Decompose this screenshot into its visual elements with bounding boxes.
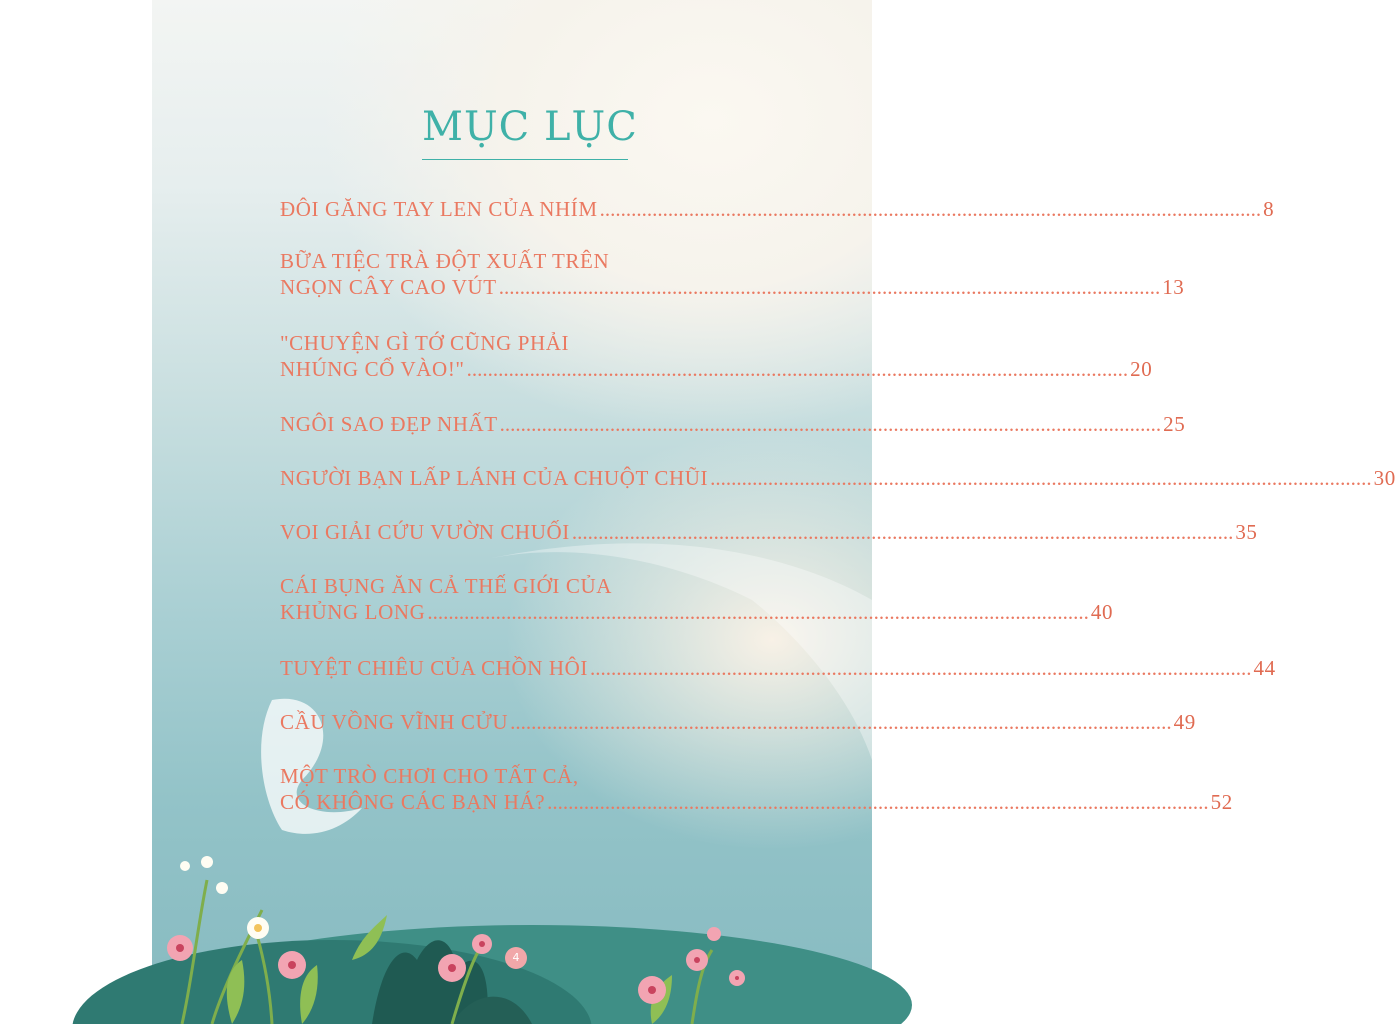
dot-leader: .............................................................................................................................. <box>590 656 1252 680</box>
toc-page-number: 25 <box>1163 412 1186 436</box>
dot-leader: .............................................................................................................................. <box>571 520 1234 544</box>
toc-entry[interactable] <box>280 411 1186 437</box>
toc-entry-title: MỘT TRÒ CHƠI CHO TẤT CẢ, <box>280 764 579 788</box>
toc-entry[interactable] <box>280 763 1233 815</box>
dot-leader: .............................................................................................................................. <box>498 275 1161 299</box>
page-number-badge: 4 <box>505 947 527 969</box>
white-flowers <box>180 856 269 939</box>
toc-entry-title: ĐÔI GĂNG TAY LEN CỦA NHÍM <box>280 197 598 221</box>
toc-page-number: 20 <box>1130 357 1153 381</box>
toc-entry-title: TUYỆT CHIÊU CỦA CHỒN HÔI <box>280 656 588 680</box>
toc-entry[interactable] <box>280 519 1258 545</box>
toc-entry-line <box>280 763 785 789</box>
toc-entry[interactable] <box>280 655 1276 681</box>
title-underline <box>422 159 628 160</box>
toc-entry-line <box>280 655 1276 681</box>
background-illustration <box>152 0 872 1024</box>
dot-leader: .............................................................................................................................. <box>499 412 1162 436</box>
dot-leader: .............................................................................................................................. <box>427 600 1089 624</box>
toc-entry[interactable] <box>280 330 1153 382</box>
dot-leader: .............................................................................................................................. <box>466 357 1129 381</box>
dot-leader: .............................................................................................................................. <box>547 790 1209 814</box>
dot-leader: .............................................................................................................................. <box>710 466 1372 490</box>
dot-leader: .............................................................................................................................. <box>599 197 1262 221</box>
toc-entry-line <box>280 196 1275 222</box>
toc-entry-title: "CHUYỆN GÌ TỚ CŨNG PHẢI <box>280 331 570 355</box>
toc-entry[interactable] <box>280 465 1396 491</box>
toc-entry-line <box>280 789 1233 815</box>
toc-entry-title: NGƯỜI BẠN LẤP LÁNH CỦA CHUỘT CHŨI <box>280 466 709 490</box>
toc-entry[interactable] <box>280 709 1196 735</box>
book-page <box>152 0 1396 1024</box>
toc-entry-line <box>280 709 1196 735</box>
toc-entry-title: CÓ KHÔNG CÁC BẠN HÁ? <box>280 790 546 814</box>
toc-entry-line <box>280 330 785 356</box>
toc-page-number: 52 <box>1210 790 1233 814</box>
page-title: MỤC LỤC <box>422 104 638 150</box>
toc-entry-line <box>280 274 1185 300</box>
toc-entry-title: NGỌN CÂY CAO VÚT <box>280 275 497 299</box>
toc-entry-line <box>280 356 1153 382</box>
toc-entry-title: CẦU VỒNG VĨNH CỬU <box>280 710 509 734</box>
toc-page-number: 13 <box>1162 275 1185 299</box>
toc-page-number: 49 <box>1173 710 1196 734</box>
toc-entry[interactable] <box>280 573 1114 625</box>
toc-page-number: 30 <box>1373 466 1396 490</box>
toc-entry-title: VOI GIẢI CỨU VƯỜN CHUỐI <box>280 520 570 544</box>
toc-page-number: 35 <box>1235 520 1258 544</box>
toc-page-number: 44 <box>1253 656 1276 680</box>
dot-leader: .............................................................................................................................. <box>510 710 1172 734</box>
toc-entry-line <box>280 573 785 599</box>
toc-page-number: 8 <box>1263 197 1275 221</box>
toc-entry-title: NHÚNG CỔ VÀO!" <box>280 357 465 381</box>
toc-entry-line <box>280 465 1396 491</box>
toc-entry-line <box>280 519 1258 545</box>
toc-page-number: 40 <box>1090 600 1114 624</box>
toc-entry[interactable] <box>280 248 1185 300</box>
toc-entry[interactable] <box>280 196 1275 222</box>
toc-entry-title: KHỦNG LONG <box>280 600 426 624</box>
toc-entry-title: CÁI BỤNG ĂN CẢ THẾ GIỚI CỦA <box>280 574 612 598</box>
toc-entry-title: NGÔI SAO ĐẸP NHẤT <box>280 412 498 436</box>
toc-entry-line <box>280 411 1186 437</box>
toc-entry-line <box>280 248 785 274</box>
toc-entry-title: BỮA TIỆC TRÀ ĐỘT XUẤT TRÊN <box>280 249 610 273</box>
toc-entry-line <box>280 599 1114 625</box>
